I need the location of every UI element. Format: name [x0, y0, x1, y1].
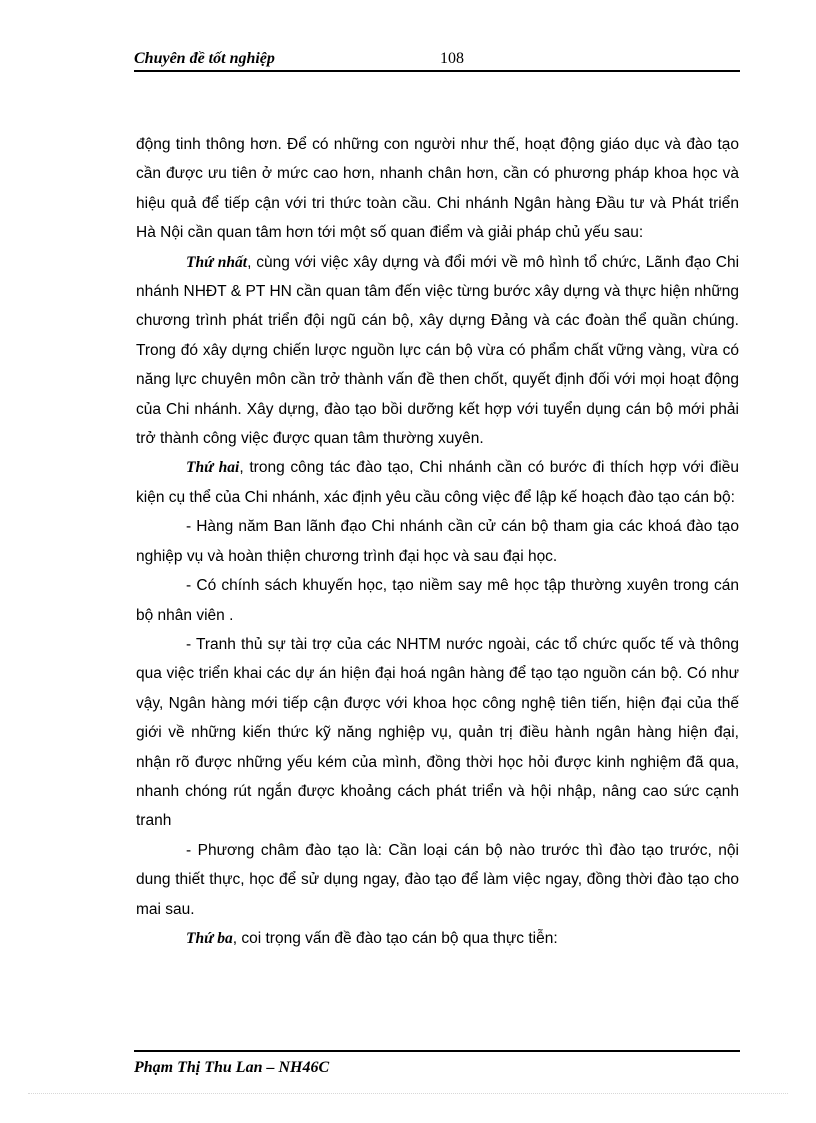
- page-number: 108: [440, 50, 464, 67]
- paragraph-text: - Hàng năm Ban lãnh đạo Chi nhánh cần cử cán bộ tham gia các khoá đào tạo nghiệp vụ và hoàn thiện chương trình đại học và sau đại học.: [136, 518, 739, 565]
- paragraph-label: Thứ hai: [186, 459, 240, 477]
- header-title: Chuyên đề tốt nghiệp: [134, 50, 275, 67]
- document-body: [136, 130, 739, 953]
- paragraph-text: - Tranh thủ sự tài trợ của các NHTM nước ngoài, các tổ chức quốc tế và thông qua việc triển khai các dự án hiện đại hoá ngân hàng để tạo tạo nguồn cán bộ. Có như vậy, Ngân hàng mới tiếp cận được với khoa học công nghệ tiên tiến, hiện đại của thế giới về những kiến thức kỹ năng nghiệp vụ, quản trị điều hành ngân hàng hiện đại, nhận rõ được những yếu kém của mình, đồng thời học hỏi được kinh nghiệm đã qua, nhanh chóng rút ngắn được khoảng cách phát triển và hội nhập, nâng cao sức cạnh tranh: [136, 635, 739, 830]
- bullet-item: [136, 630, 739, 836]
- paragraph-third-point: [136, 924, 739, 953]
- footer-author: Phạm Thị Thu Lan – NH46C: [134, 1059, 330, 1076]
- paragraph-text: - Phương châm đào tạo là: Cần loại cán bộ nào trước thì đào tạo trước, nội dung thiết thực, học để sử dụng ngay, đào tạo để làm việc ngay, đồng thời đào tạo cho mai sau.: [136, 841, 739, 918]
- page-footer: [134, 1050, 740, 1076]
- bullet-item: [136, 836, 739, 924]
- paragraph-text: , trong công tác đào tạo, Chi nhánh cần có bước đi thích hợp với điều kiện cụ thể của Chi nhánh, xác định yêu cầu công việc để lập kế hoạch đào tạo cán bộ:: [136, 459, 739, 506]
- paragraph-text: , coi trọng vấn đề đào tạo cán bộ qua thực tiễn:: [232, 929, 558, 947]
- paragraph-text: động tinh thông hơn. Để có những con người như thế, hoạt động giáo dục và đào tạo cần được ưu tiên ở mức cao hơn, nhanh chân hơn, cần có phương pháp khoa học và hiệu quả để tiếp cận với tri thức toàn cầu. Chi nhánh Ngân hàng Đầu tư và Phát triển Hà Nội cần quan tâm hơn tới một số quan điểm và giải pháp chủ yếu sau:: [136, 136, 739, 242]
- paragraph-first-point: [136, 248, 739, 454]
- paragraph-intro: [136, 130, 739, 248]
- paragraph-label: Thứ nhất: [186, 253, 248, 271]
- paragraph-text: , cùng với việc xây dựng và đổi mới về mô hình tổ chức, Lãnh đạo Chi nhánh NHĐT & PT HN cần quan tâm đến việc từng bước xây dựng và thực hiện những chương trình phát triển đội ngũ cán bộ, xây dựng Đảng và các đoàn thể quần chúng. Trong đó xây dựng chiến lược nguồn lực cán bộ vừa có phẩm chất vững vàng, vừa có năng lực chuyên môn cần trở thành vấn đề then chốt, quyết định đối với mọi hoạt động của Chi nhánh. Xây dựng, đào tạo bồi dưỡng kết hợp với tuyển dụng cán bộ mới phải trở thành công việc được quan tâm thường xuyên.: [136, 253, 740, 448]
- paragraph-second-point: [136, 453, 739, 512]
- paragraph-text: - Có chính sách khuyến học, tạo niềm say mê học tập thường xuyên trong cán bộ nhân viên .: [136, 577, 739, 624]
- bullet-item: [136, 512, 739, 571]
- page-header: [134, 48, 740, 72]
- page-edge-divider: [28, 1093, 788, 1094]
- paragraph-label: Thứ ba: [186, 929, 233, 947]
- bullet-item: [136, 571, 739, 630]
